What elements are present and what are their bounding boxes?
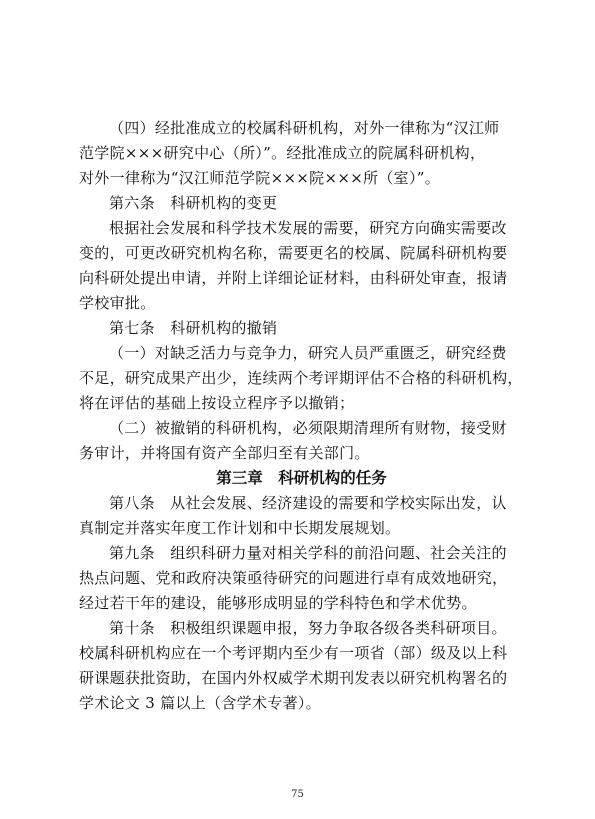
paragraph-line: 向科研处提出申请，并附上详细论证材料，由科研处审查，报请 [79, 269, 508, 287]
paragraph-line: 第八条 从社会发展、经济建设的需要和学校实际出发，认 [109, 494, 507, 512]
article-heading: 第七条 科研机构的撤销 [109, 319, 278, 337]
paragraph-line: 学校审批。 [79, 294, 156, 312]
paragraph-line: 根据社会发展和科学技术发展的需要，研究方向确实需要改 [109, 219, 507, 237]
document-body [79, 116, 524, 716]
paragraph-line: 学术论文 3 篇以上（含学术专著）。 [79, 694, 321, 712]
chapter-heading: 第三章 科研机构的任务 [216, 469, 387, 487]
paragraph-line: 研课题获批资助，在国内外权威学术期刊发表以研究机构署名的 [79, 669, 508, 687]
paragraph-line: （二）被撤销的科研机构，必须限期清理所有财物，接受财 [109, 419, 507, 437]
page-number: 75 [291, 789, 304, 800]
paragraph-line: 变的，可更改研究机构名称，需要更名的校属、院属科研机构要 [79, 244, 508, 262]
paragraph-line: 对外一律称为“汉江师范学院×××院×××所（室）”。 [79, 169, 441, 187]
paragraph-line: 第九条 组织科研力量对相关学科的前沿问题、社会关注的 [109, 544, 507, 562]
paragraph-line: （一）对缺乏活力与竞争力，研究人员严重匮乏，研究经费 [109, 344, 507, 362]
paragraph-line: 热点问题、党和政府决策亟待研究的问题进行卓有成效地研究， [79, 569, 508, 587]
paragraph-line: 不足，研究成果产出少，连续两个考评期评估不合格的科研机构， [79, 369, 523, 387]
paragraph-line: 将在评估的基础上按设立程序予以撤销； [79, 394, 355, 412]
paragraph-line: 经过若干年的建设，能够形成明显的学科特色和学术优势。 [79, 594, 477, 612]
paragraph-line: 真制定并落实年度工作计划和中长期发展规划。 [79, 519, 401, 537]
paragraph-line: 务审计，并将国有资产全部归至有关部门。 [79, 444, 370, 462]
paragraph-line: 范学院×××研究中心（所）”。经批准成立的院属科研机构， [79, 144, 486, 162]
paragraph-line: （四）经批准成立的校属科研机构，对外一律称为“汉江师 [109, 119, 500, 137]
paragraph-line: 第十条 积极组织课题申报，努力争取各级各类科研项目。 [109, 619, 507, 637]
paragraph-line: 校属科研机构应在一个考评期内至少有一项省（部）级及以上科 [79, 644, 508, 662]
article-heading: 第六条 科研机构的变更 [109, 194, 278, 212]
